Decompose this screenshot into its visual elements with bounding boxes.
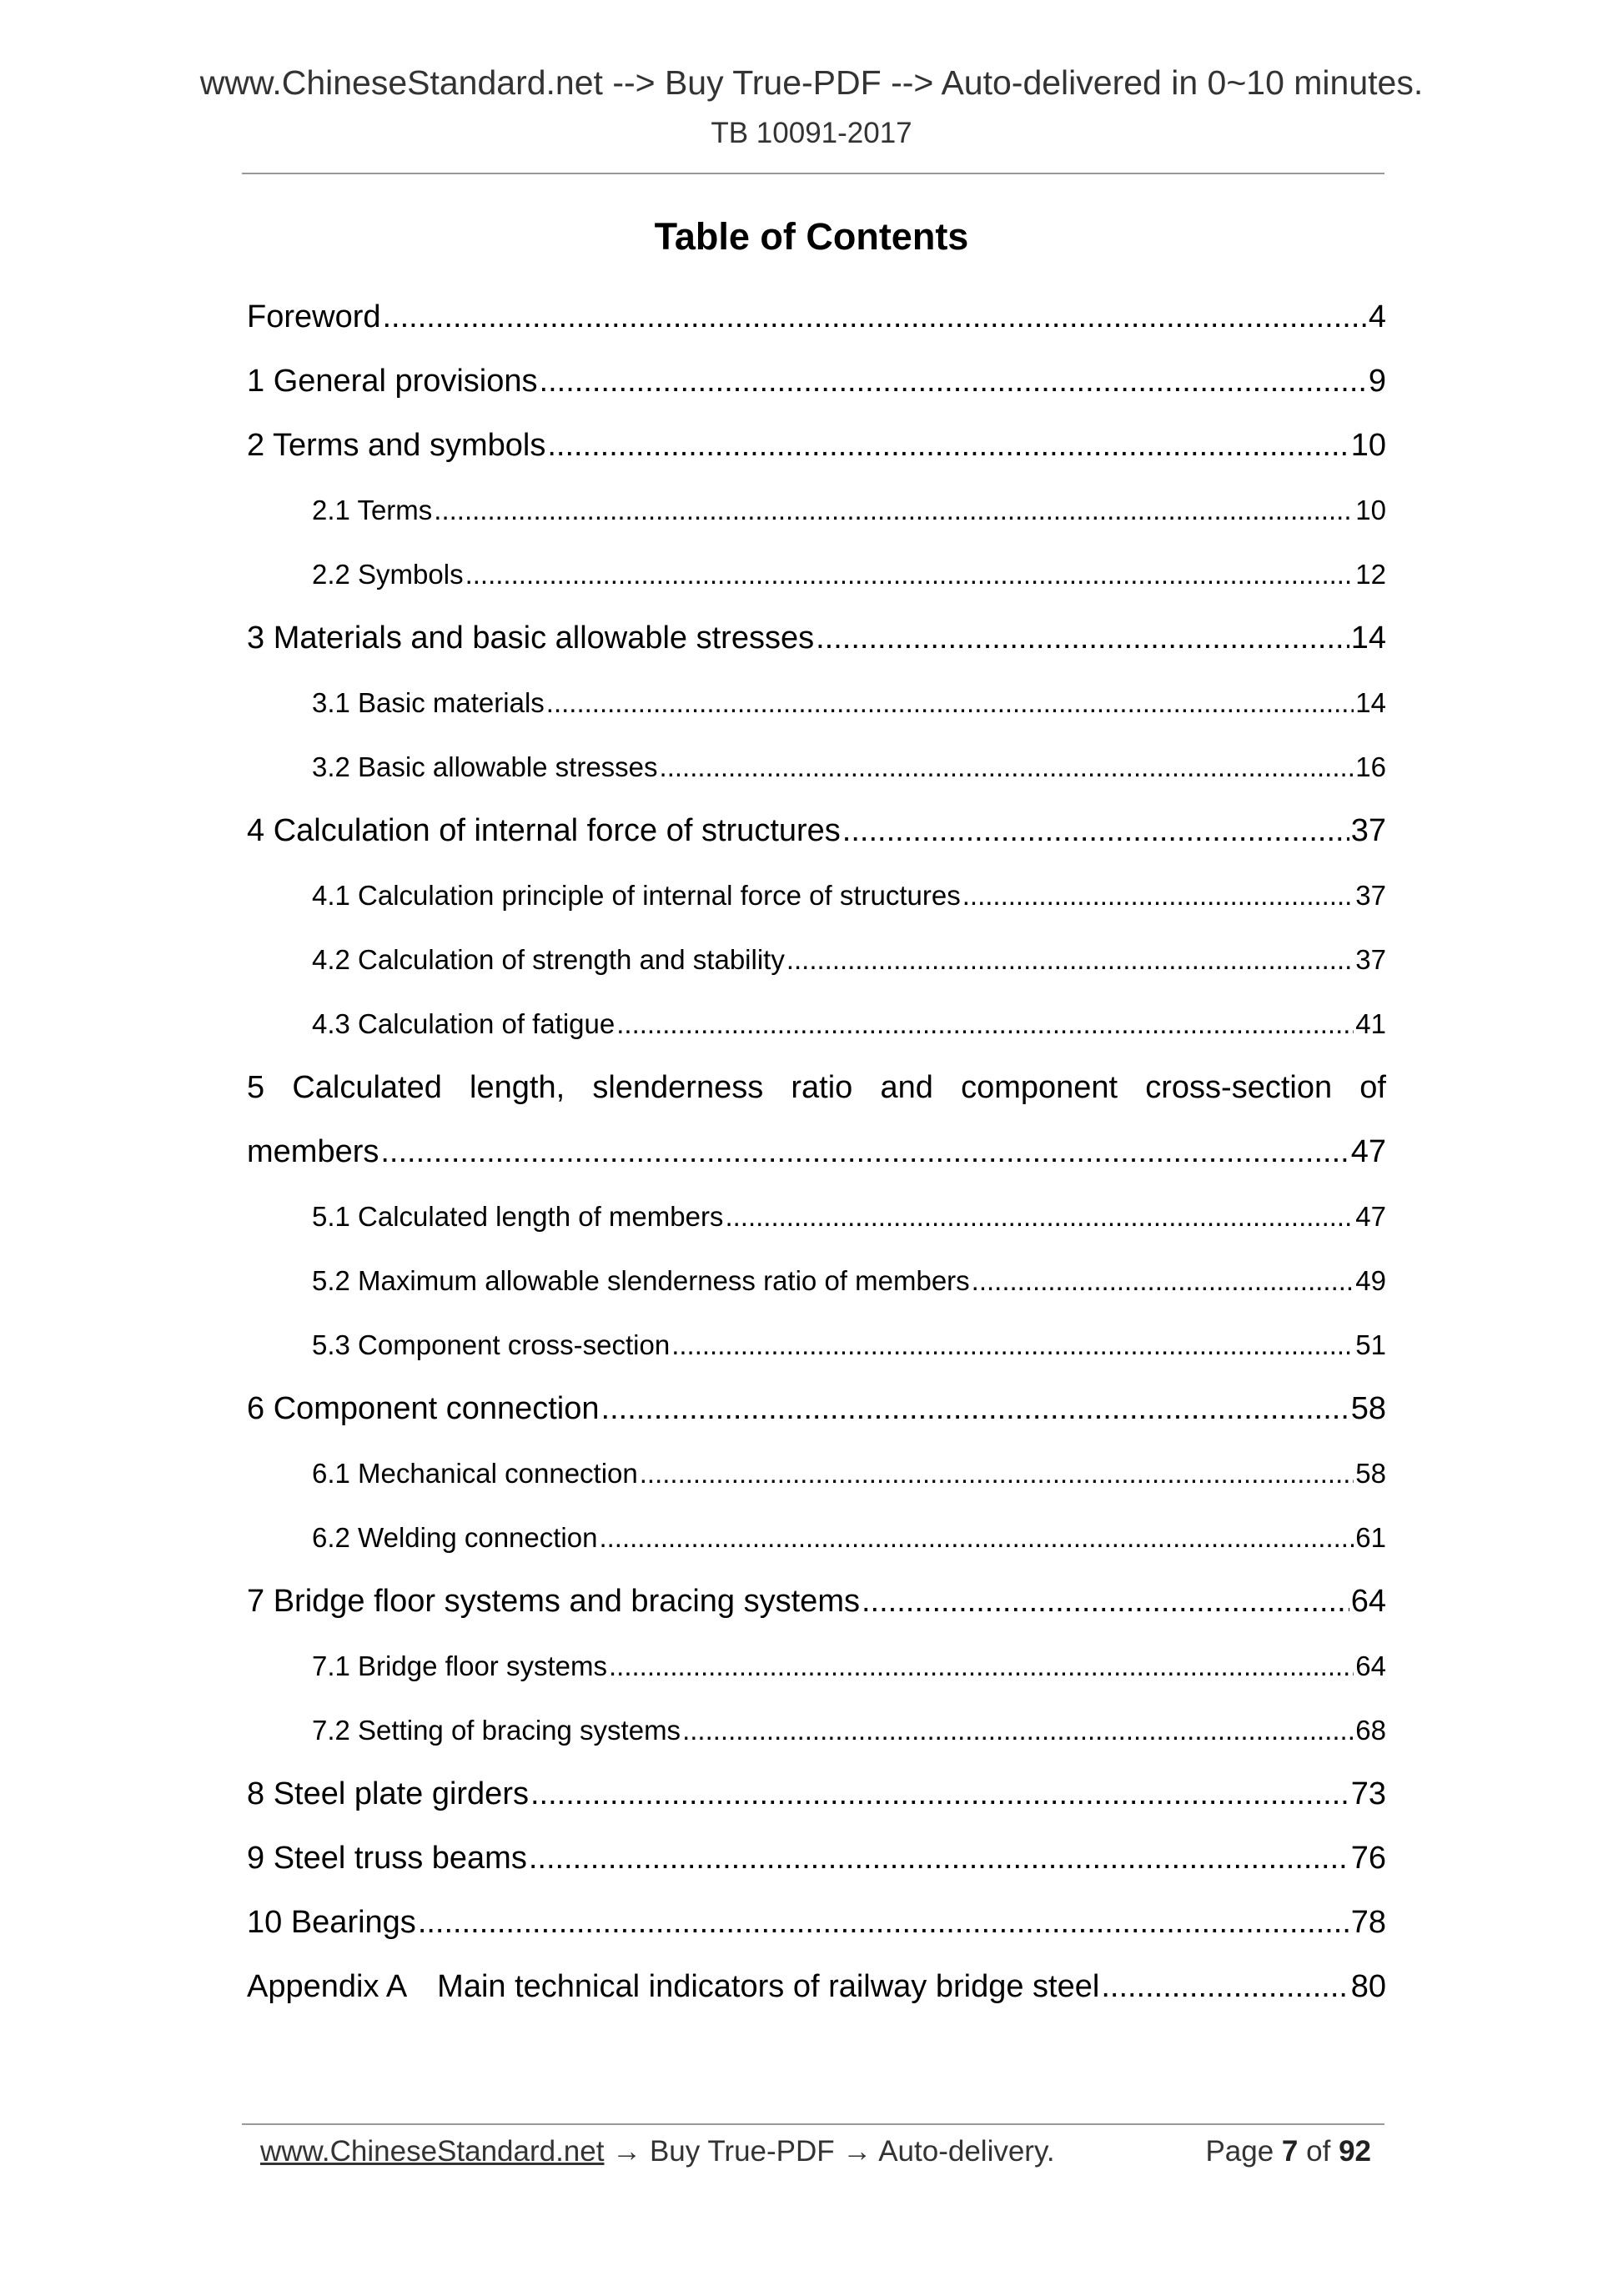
toc-entry-label: Foreword bbox=[247, 299, 381, 334]
footer-divider bbox=[242, 2123, 1384, 2125]
toc-entry-label: 10 Bearings bbox=[247, 1905, 416, 1940]
toc-entry-label: members bbox=[247, 1134, 379, 1169]
toc-leader-dots bbox=[547, 414, 1349, 478]
toc-entry-9[interactable] bbox=[247, 1826, 1386, 1891]
toc-entry-label: 5.2 Maximum allowable slenderness ratio of members bbox=[312, 1265, 970, 1296]
toc-entry-page: 58 bbox=[1350, 1391, 1386, 1426]
toc-leader-dots bbox=[465, 542, 1354, 606]
toc-leader-dots bbox=[1101, 1955, 1349, 2019]
toc-entry-label: 7.1 Bridge floor systems bbox=[312, 1650, 607, 1681]
toc-leader-dots bbox=[599, 1505, 1354, 1570]
page-total: 92 bbox=[1339, 2135, 1371, 2168]
toc-leader-dots bbox=[546, 671, 1354, 735]
toc-entry-label: 5.3 Component cross-section bbox=[312, 1329, 671, 1360]
page-number bbox=[1205, 2135, 1371, 2168]
toc-entry-5-1[interactable] bbox=[247, 1184, 1386, 1248]
toc-leader-dots bbox=[418, 1891, 1349, 1955]
toc-word: length, bbox=[470, 1070, 565, 1105]
toc-entry-label: 4.2 Calculation of strength and stability bbox=[312, 944, 785, 975]
footer-buy-text: Buy True-PDF bbox=[649, 2135, 835, 2168]
toc-entry-7[interactable] bbox=[247, 1570, 1386, 1634]
toc-entry-foreword[interactable] bbox=[247, 285, 1386, 349]
toc-entry-label: 5.1 Calculated length of members bbox=[312, 1201, 724, 1232]
toc-entry-label: 2.2 Symbols bbox=[312, 559, 464, 590]
toc-word: cross-section bbox=[1145, 1070, 1333, 1105]
toc-entry-2[interactable] bbox=[247, 414, 1386, 478]
toc-entry-5-3[interactable] bbox=[247, 1313, 1386, 1377]
toc-leader-dots bbox=[862, 1570, 1349, 1634]
toc-word: 5 bbox=[247, 1070, 265, 1105]
toc-entry-page: 12 bbox=[1355, 559, 1386, 590]
toc-leader-dots bbox=[640, 1441, 1354, 1505]
toc-entry-page: 9 bbox=[1368, 364, 1386, 399]
toc-entry-label: 2.1 Terms bbox=[312, 495, 433, 525]
toc-entry-2-2[interactable] bbox=[247, 542, 1386, 606]
toc-entry-7-1[interactable] bbox=[247, 1634, 1386, 1698]
toc-entry-4-2[interactable] bbox=[247, 927, 1386, 992]
toc-leader-dots bbox=[383, 285, 1367, 349]
toc-entry-appendix-a[interactable] bbox=[247, 1955, 1386, 2019]
toc-entry-2-1[interactable] bbox=[247, 478, 1386, 542]
toc-entry-label: 3.2 Basic allowable stresses bbox=[312, 751, 658, 782]
page-title: Table of Contents bbox=[654, 215, 969, 258]
toc-entry-page: 80 bbox=[1350, 1969, 1386, 2004]
toc-entry-page: 76 bbox=[1350, 1841, 1386, 1876]
toc-entry-label: 6 Component connection bbox=[247, 1391, 600, 1426]
page-of: of bbox=[1306, 2135, 1331, 2168]
toc-entry-page: 47 bbox=[1355, 1201, 1386, 1232]
toc-entry-4-1[interactable] bbox=[247, 863, 1386, 927]
toc-entry-label: 7 Bridge floor systems and bracing systems bbox=[247, 1584, 860, 1619]
toc-entry-5-line1[interactable] bbox=[247, 1056, 1386, 1120]
toc-entry-3[interactable] bbox=[247, 606, 1386, 671]
footer-website-link[interactable]: www.ChineseStandard.net bbox=[260, 2135, 605, 2168]
toc-leader-dots bbox=[530, 1762, 1349, 1826]
toc-leader-dots bbox=[786, 927, 1354, 992]
header-promo-line: www.ChineseStandard.net --> Buy True-PDF --> Auto-delivered in 0~10 minutes. bbox=[199, 63, 1424, 102]
toc-entry-5-2[interactable] bbox=[247, 1248, 1386, 1313]
toc-entry-label: 4 Calculation of internal force of structures bbox=[247, 813, 841, 848]
toc-leader-dots bbox=[816, 606, 1349, 671]
toc-leader-dots bbox=[962, 863, 1354, 927]
toc-entry-page: 51 bbox=[1355, 1329, 1386, 1360]
table-of-contents bbox=[247, 285, 1386, 2019]
arrow-right-icon: → bbox=[842, 2135, 872, 2168]
toc-leader-dots bbox=[601, 1377, 1349, 1441]
footer-promo bbox=[260, 2135, 1055, 2168]
toc-entry-page: 78 bbox=[1350, 1905, 1386, 1940]
toc-entry-label: 7.2 Setting of bracing systems bbox=[312, 1715, 681, 1746]
toc-entry-8[interactable] bbox=[247, 1762, 1386, 1826]
toc-entry-page: 4 bbox=[1368, 299, 1386, 334]
toc-entry-6-1[interactable] bbox=[247, 1441, 1386, 1505]
page-current: 7 bbox=[1281, 2135, 1299, 2168]
toc-leader-dots bbox=[616, 992, 1354, 1056]
toc-entry-label: Appendix A Main technical indicators of railway bridge steel bbox=[247, 1969, 1100, 2004]
toc-entry-page: 37 bbox=[1355, 880, 1386, 911]
toc-entry-label: 2 Terms and symbols bbox=[247, 428, 546, 463]
footer-auto-text: Auto-delivery. bbox=[878, 2135, 1055, 2168]
toc-leader-dots bbox=[842, 799, 1349, 863]
header-divider bbox=[242, 173, 1384, 174]
toc-word: component bbox=[961, 1070, 1118, 1105]
toc-word: ratio bbox=[791, 1070, 853, 1105]
toc-leader-dots bbox=[529, 1826, 1349, 1891]
toc-entry-page: 64 bbox=[1350, 1584, 1386, 1619]
toc-entry-7-2[interactable] bbox=[247, 1698, 1386, 1762]
toc-leader-dots bbox=[380, 1120, 1349, 1184]
toc-word: Calculated bbox=[292, 1070, 442, 1105]
toc-word: slenderness bbox=[592, 1070, 764, 1105]
toc-entry-page: 58 bbox=[1355, 1458, 1386, 1489]
toc-entry-page: 64 bbox=[1355, 1650, 1386, 1681]
toc-entry-4-3[interactable] bbox=[247, 992, 1386, 1056]
toc-entry-1[interactable] bbox=[247, 349, 1386, 414]
toc-leader-dots bbox=[434, 478, 1354, 542]
toc-entry-page: 49 bbox=[1355, 1265, 1386, 1296]
header-standard-number: TB 10091-2017 bbox=[711, 117, 912, 149]
page-word: Page bbox=[1205, 2135, 1274, 2168]
toc-entry-label: 1 General provisions bbox=[247, 364, 538, 399]
toc-leader-dots bbox=[671, 1313, 1354, 1377]
toc-entry-page: 16 bbox=[1355, 751, 1386, 782]
toc-entry-page: 73 bbox=[1350, 1776, 1386, 1811]
toc-entry-label: 4.1 Calculation principle of internal force of structures bbox=[312, 880, 961, 911]
toc-entry-6-2[interactable] bbox=[247, 1505, 1386, 1570]
toc-entry-5-line2[interactable] bbox=[247, 1120, 1386, 1184]
toc-entry-page: 68 bbox=[1355, 1715, 1386, 1746]
toc-entry-3-2[interactable] bbox=[247, 735, 1386, 799]
toc-leader-dots bbox=[682, 1698, 1354, 1762]
arrow-right-icon: → bbox=[612, 2135, 642, 2168]
toc-entry-label: 6.2 Welding connection bbox=[312, 1522, 598, 1553]
toc-entry-page: 41 bbox=[1355, 1008, 1386, 1039]
toc-entry-label: 6.1 Mechanical connection bbox=[312, 1458, 638, 1489]
toc-entry-page: 10 bbox=[1350, 428, 1386, 463]
toc-entry-6[interactable] bbox=[247, 1377, 1386, 1441]
toc-word: and bbox=[880, 1070, 933, 1105]
toc-entry-3-1[interactable] bbox=[247, 671, 1386, 735]
toc-entry-page: 37 bbox=[1350, 813, 1386, 848]
toc-leader-dots bbox=[972, 1248, 1354, 1313]
toc-entry-label: 4.3 Calculation of fatigue bbox=[312, 1008, 616, 1039]
toc-entry-page: 61 bbox=[1355, 1522, 1386, 1553]
toc-entry-label: 3 Materials and basic allowable stresses bbox=[247, 620, 815, 656]
toc-entry-10[interactable] bbox=[247, 1891, 1386, 1955]
toc-entry-label: 3.1 Basic materials bbox=[312, 687, 545, 718]
page-footer bbox=[0, 2135, 1623, 2182]
toc-entry-label: 9 Steel truss beams bbox=[247, 1841, 527, 1876]
toc-leader-dots bbox=[609, 1634, 1354, 1698]
toc-leader-dots bbox=[660, 735, 1354, 799]
toc-entry-page: 47 bbox=[1350, 1134, 1386, 1169]
toc-entry-page: 14 bbox=[1355, 687, 1386, 718]
toc-leader-dots bbox=[540, 349, 1367, 414]
toc-entry-page: 14 bbox=[1350, 620, 1386, 656]
toc-entry-page: 10 bbox=[1355, 495, 1386, 525]
toc-leader-dots bbox=[725, 1184, 1354, 1248]
toc-word: of bbox=[1359, 1070, 1386, 1105]
toc-entry-page: 37 bbox=[1355, 944, 1386, 975]
toc-entry-4[interactable] bbox=[247, 799, 1386, 863]
toc-entry-label: 8 Steel plate girders bbox=[247, 1776, 529, 1811]
